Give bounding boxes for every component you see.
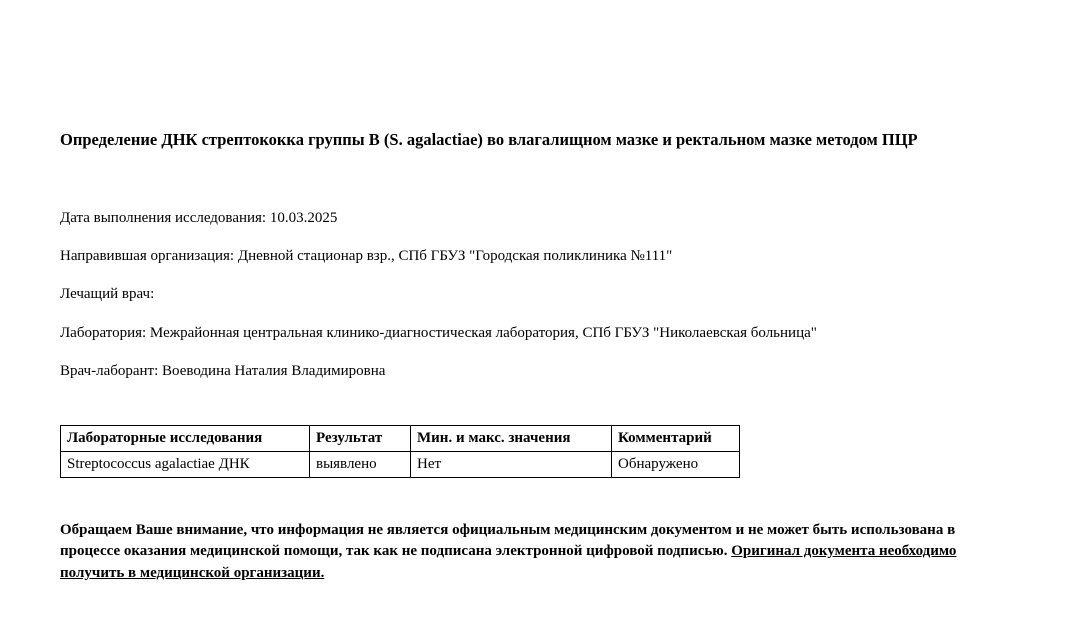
cell-reference-range: Нет	[411, 451, 612, 477]
lab-doctor-line: Врач-лаборант: Воеводина Наталия Владимировна	[60, 362, 386, 379]
study-date-line: Дата выполнения исследования: 10.03.2025	[60, 209, 338, 226]
column-header-reference-range: Мин. и макс. значения	[411, 426, 612, 452]
cell-comment: Обнаружено	[612, 451, 740, 477]
disclaimer-line-2: использована в процессе оказания медицинской помощи, так как не подписана электронной цифровой подписью.	[60, 521, 956, 560]
disclaimer-notice	[60, 520, 1015, 585]
cell-result: выявлено	[310, 451, 411, 477]
column-header-result: Результат	[310, 426, 411, 452]
cell-investigation: Streptococcus agalactiae ДНК	[61, 451, 310, 477]
page-title: Определение ДНК стрептококка группы B (S. agalactiae) во влагалищном мазке и ректальном мазке методом ПЦР	[60, 130, 918, 149]
referring-organization-line: Направившая организация: Дневной стационар взр., СПб ГБУЗ "Городская поликлиника №111"	[60, 248, 673, 265]
table-header-row	[61, 426, 740, 452]
document-metadata	[60, 208, 1020, 381]
attending-doctor-line: Лечащий врач:	[60, 286, 155, 303]
table-row	[61, 451, 740, 477]
column-header-comment: Комментарий	[612, 426, 740, 452]
column-header-investigation: Лабораторные исследования	[61, 426, 310, 452]
laboratory-line: Лаборатория: Межрайонная центральная клинико-диагностическая лаборатория, СПб ГБУЗ "Николаевская больница"	[60, 324, 817, 341]
disclaimer-line-3: Оригинал документа необходимо получить в медицинской организации.	[60, 543, 957, 582]
disclaimer-line-1: Обращаем Ваше внимание, что информация не является официальным медицинским документом и не может быть	[60, 521, 848, 538]
lab-results-table	[60, 425, 740, 478]
